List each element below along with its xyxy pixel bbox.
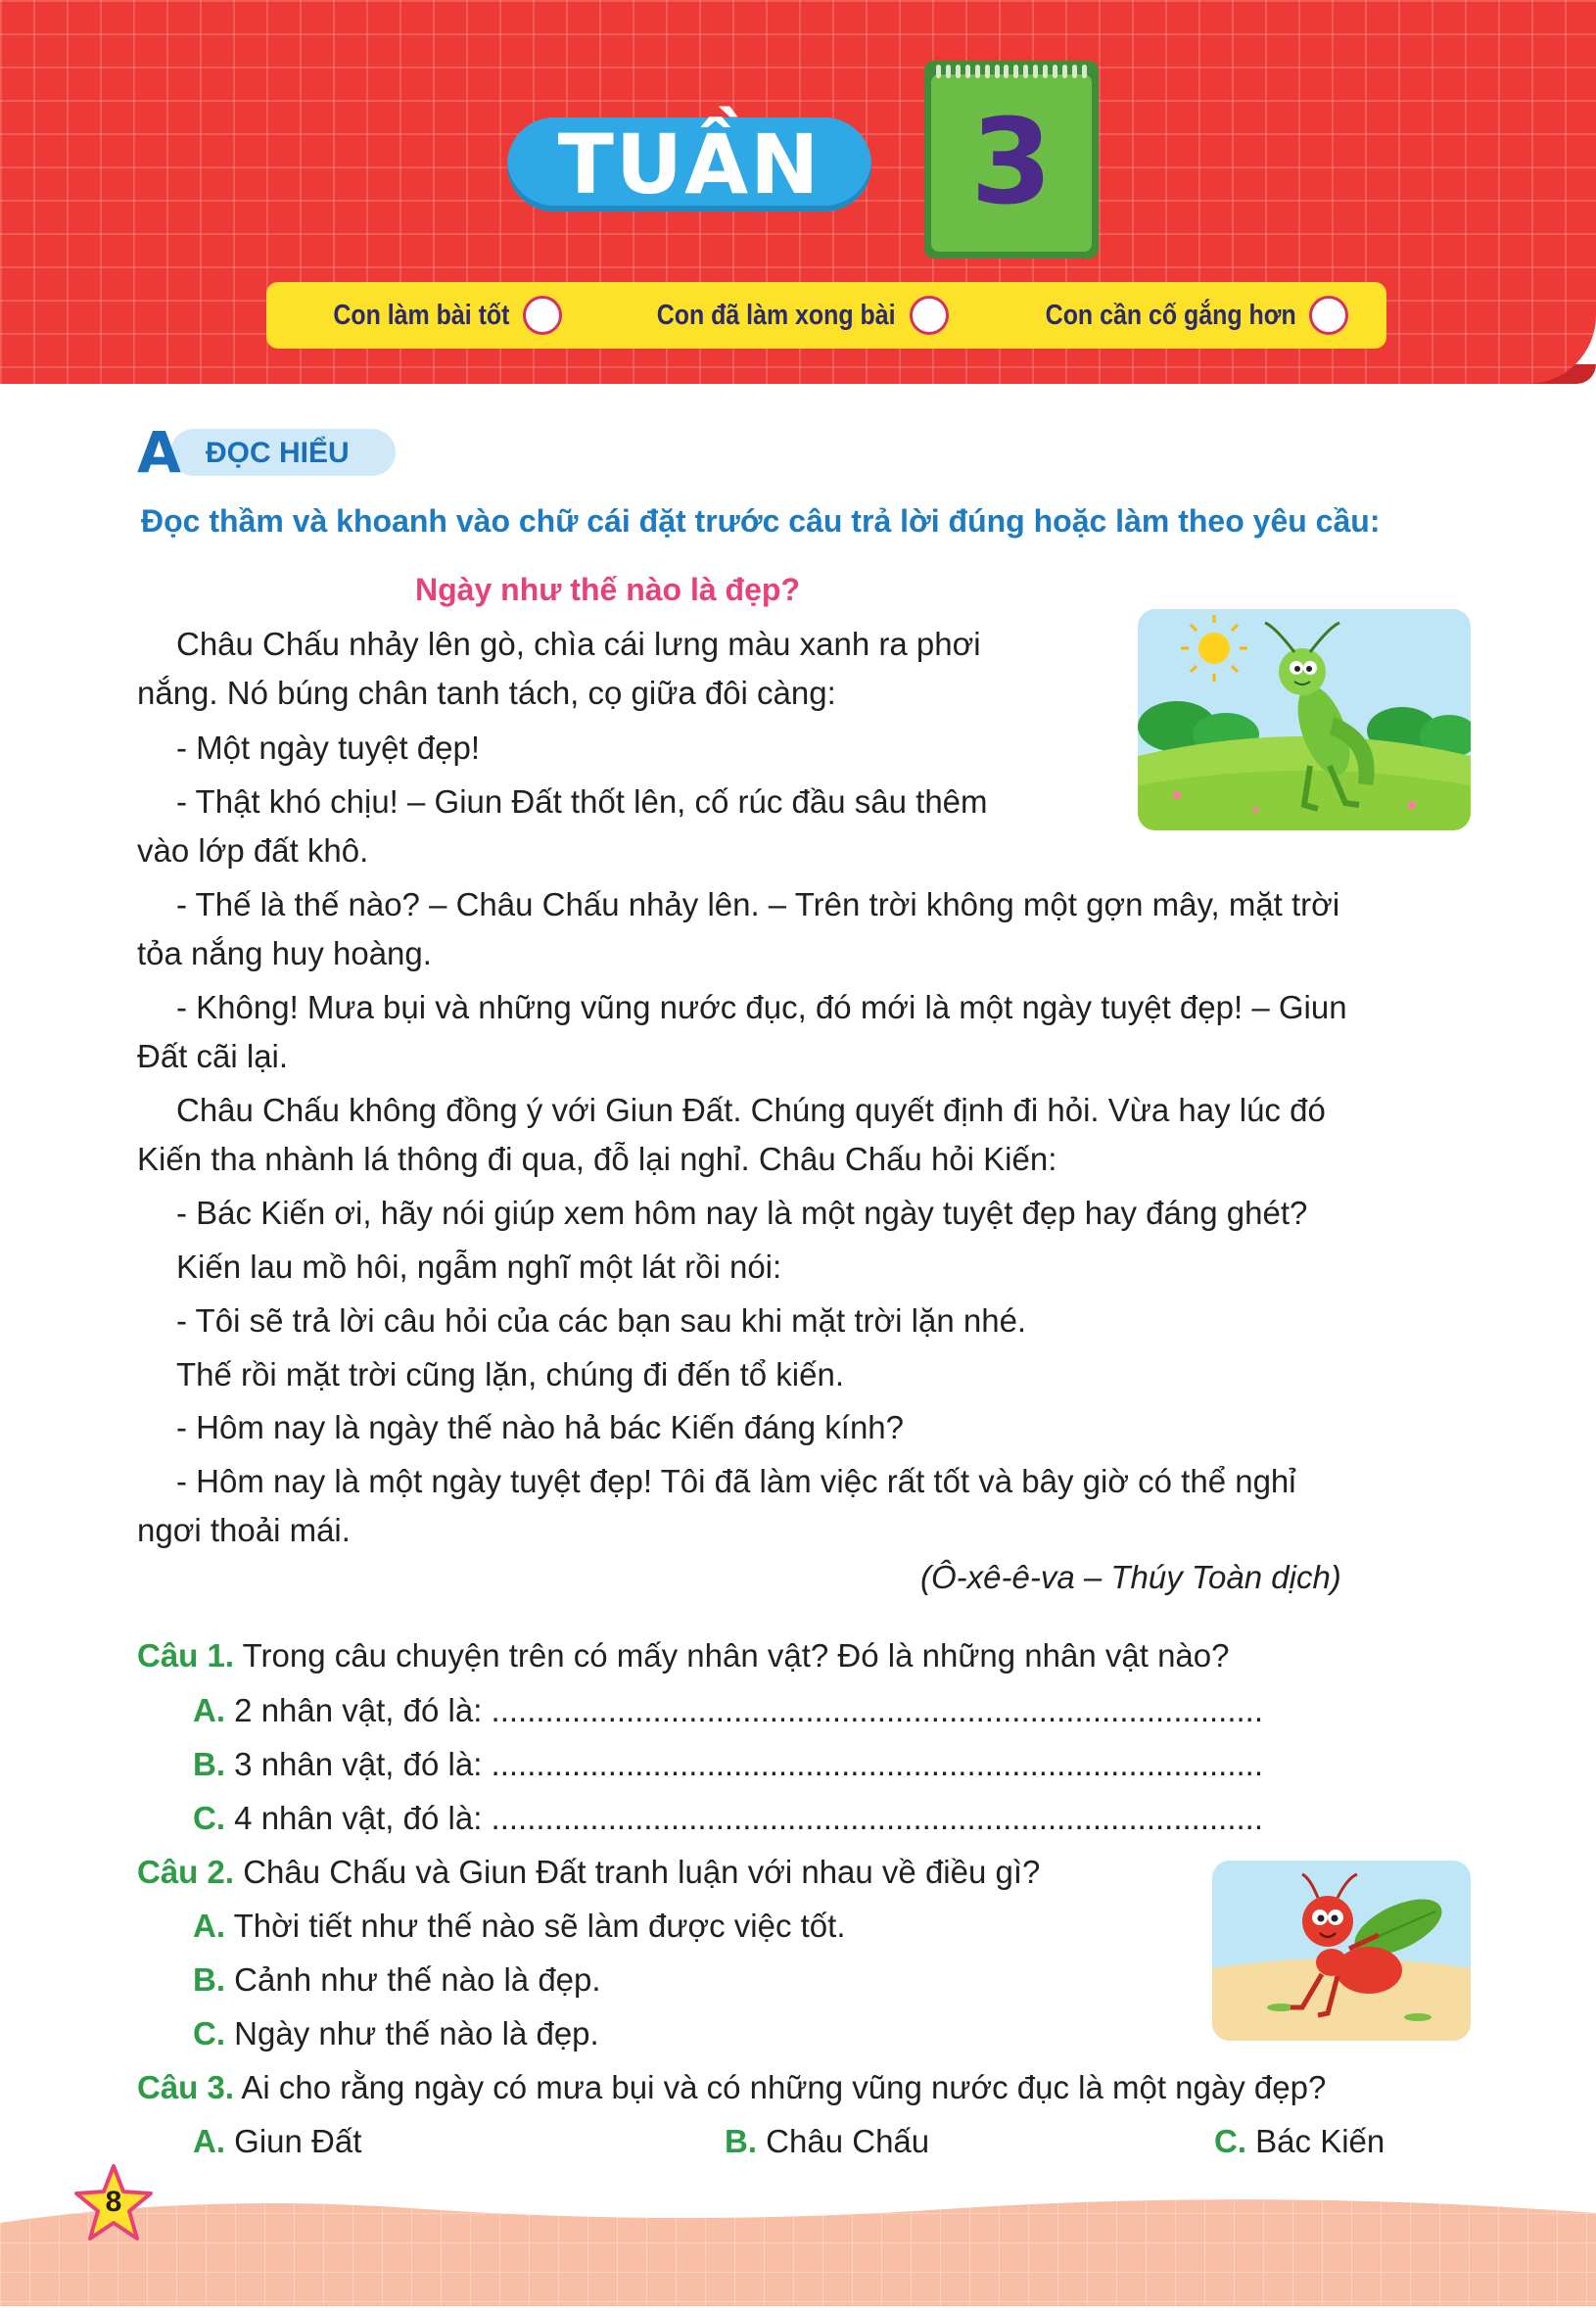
option-letter: B. xyxy=(193,1746,225,1782)
notebook-spiral-icon xyxy=(936,65,1087,74)
section-title: ĐỌC HIỂU xyxy=(206,437,350,469)
page-header xyxy=(0,0,1596,384)
story-line: vào lớp đất khô. xyxy=(137,832,369,869)
question-2-option-b[interactable] xyxy=(193,1961,601,1999)
status-item-good[interactable] xyxy=(305,296,562,335)
grasshopper-illustration xyxy=(1138,609,1471,830)
ant-icon xyxy=(1212,1861,1471,2041)
status-circle-checkbox[interactable] xyxy=(523,296,562,335)
story-line: - Thật khó chịu! – Giun Đất thốt lên, cố rúc đầu sâu thêm xyxy=(176,783,988,820)
week-number-card xyxy=(924,61,1099,259)
week-number: 3 xyxy=(970,95,1053,231)
question-label: Câu 2. xyxy=(137,1854,235,1890)
option-text: Giun Đất xyxy=(234,2123,362,2159)
option-text: Bác Kiến xyxy=(1255,2123,1385,2159)
status-circle-checkbox[interactable] xyxy=(910,296,949,335)
story-line: Châu Chấu nhảy lên gò, chìa cái lưng màu xanh ra phơi xyxy=(176,626,981,662)
option-letter: A. xyxy=(193,1692,225,1728)
instruction-text: Đọc thầm và khoanh vào chữ cái đặt trước câu trả lời đúng hoặc làm theo yêu cầu: xyxy=(141,503,1381,539)
option-letter: B. xyxy=(725,2123,757,2159)
story-line: - Không! Mưa bụi và những vũng nước đục, đó mới là một ngày tuyệt đẹp! – Giun xyxy=(176,989,1347,1025)
status-label: Con làm bài tốt xyxy=(332,299,509,331)
story-line: - Thế là thế nào? – Châu Chấu nhảy lên. – Trên trời không một gợn mây, mặt trời xyxy=(176,886,1340,922)
question-2 xyxy=(137,1854,1040,1891)
option-letter: C. xyxy=(193,1800,225,1836)
week-label-pill xyxy=(507,118,871,212)
option-letter: C. xyxy=(193,2015,225,2052)
week-number-card-face xyxy=(931,74,1092,252)
status-item-done[interactable] xyxy=(618,296,949,335)
story-line: ngơi thoải mái. xyxy=(137,1512,351,1548)
question-1 xyxy=(137,1637,1229,1674)
option-text: 3 nhân vật, đó là: ...................................................................................... xyxy=(234,1746,1264,1782)
option-text: 4 nhân vật, đó là: ...................................................................................... xyxy=(234,1800,1264,1836)
question-label: Câu 1. xyxy=(137,1637,235,1674)
question-1-option-a[interactable] xyxy=(193,1692,1263,1729)
section-letter: A xyxy=(137,419,181,486)
option-letter: B. xyxy=(193,1961,225,1998)
story-line: - Hôm nay là ngày thế nào hả bác Kiến đáng kính? xyxy=(176,1409,904,1445)
story-line: Châu Chấu không đồng ý với Giun Đất. Chúng quyết định đi hỏi. Vừa hay lúc đó xyxy=(176,1092,1326,1128)
page-footer xyxy=(0,2154,1596,2306)
story-line: Kiến tha nhành lá thông đi qua, đỗ lại nghỉ. Châu Chấu hỏi Kiến: xyxy=(137,1141,1057,1177)
story-title: Ngày như thế nào là đẹp? xyxy=(415,572,800,607)
page-number: 8 xyxy=(105,2186,122,2218)
question-2-option-c[interactable] xyxy=(193,2015,599,2052)
option-text: Cảnh như thế nào là đẹp. xyxy=(234,1961,601,1998)
story-line: - Tôi sẽ trả lời câu hỏi của các bạn sau khi mặt trời lặn nhé. xyxy=(176,1302,1027,1339)
story-line: - Một ngày tuyệt đẹp! xyxy=(176,730,481,766)
story-source: (Ô-xê-ê-va – Thúy Toàn dịch) xyxy=(920,1559,1341,1595)
option-text: Châu Chấu xyxy=(766,2123,930,2159)
story-line: Kiến lau mồ hôi, ngẫm nghĩ một lát rồi nói: xyxy=(176,1249,782,1285)
status-label: Con cần cố gắng hơn xyxy=(1045,299,1296,331)
question-text: Ai cho rằng ngày có mưa bụi và có những vũng nước đục là một ngày đẹp? xyxy=(241,2069,1327,2105)
story-line: - Bác Kiến ơi, hãy nói giúp xem hôm nay là một ngày tuyệt đẹp hay đáng ghét? xyxy=(176,1195,1308,1231)
footer-wave xyxy=(0,2154,1596,2306)
story-line: Đất cãi lại. xyxy=(137,1038,289,1074)
question-1-option-b[interactable] xyxy=(193,1746,1263,1783)
option-text: Thời tiết như thế nào sẽ làm được việc tốt. xyxy=(233,1908,846,1944)
question-2-option-a[interactable] xyxy=(193,1908,845,1945)
grasshopper-icon xyxy=(1138,609,1471,830)
story-line: tỏa nắng huy hoàng. xyxy=(137,935,432,971)
week-label: TUẦN xyxy=(557,117,821,212)
self-assessment-bar xyxy=(266,282,1386,349)
option-text: Ngày như thế nào là đẹp. xyxy=(234,2015,599,2052)
option-letter: A. xyxy=(193,2123,225,2159)
question-text: Châu Chấu và Giun Đất tranh luận với nhau về điều gì? xyxy=(243,1854,1041,1890)
option-letter: C. xyxy=(1214,2123,1246,2159)
story-line: nắng. Nó búng chân tanh tách, cọ giữa đôi càng: xyxy=(137,675,836,711)
story-line: Thế rồi mặt trời cũng lặn, chúng đi đến tổ kiến. xyxy=(176,1356,845,1392)
status-label: Con đã làm xong bài xyxy=(656,299,896,331)
ant-illustration xyxy=(1212,1861,1471,2041)
question-label: Câu 3. xyxy=(137,2069,235,2105)
question-3 xyxy=(137,2069,1326,2106)
status-circle-checkbox[interactable] xyxy=(1309,296,1348,335)
option-text: 2 nhân vật, đó là: ...................................................................................... xyxy=(234,1692,1264,1728)
status-item-try-harder[interactable] xyxy=(1005,296,1349,335)
question-1-option-c[interactable] xyxy=(193,1800,1263,1837)
story-line: - Hôm nay là một ngày tuyệt đẹp! Tôi đã làm việc rất tốt và bây giờ có thể nghỉ xyxy=(176,1463,1296,1499)
option-letter: A. xyxy=(193,1908,225,1944)
question-text: Trong câu chuyện trên có mấy nhân vật? Đó là những nhân vật nào? xyxy=(242,1637,1230,1674)
